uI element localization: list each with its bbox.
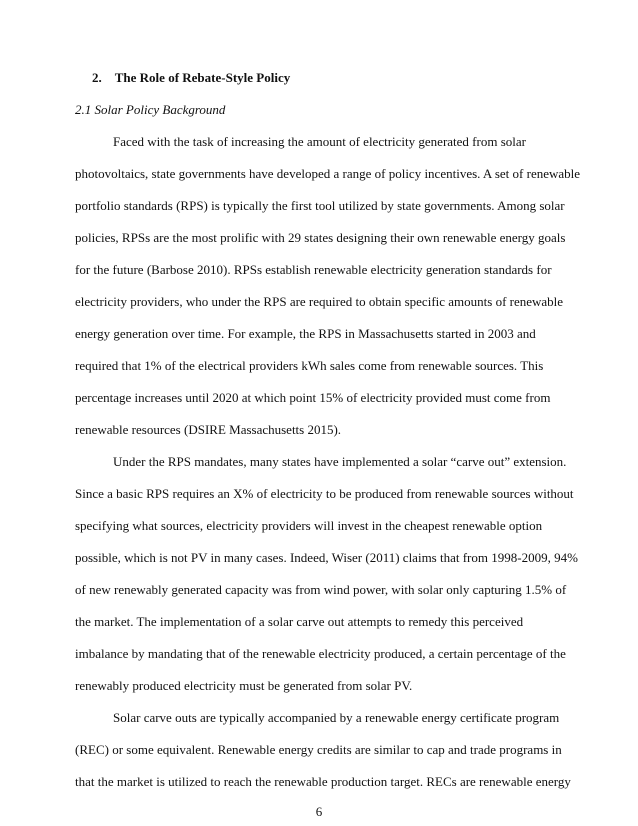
paragraph-2-line-4: possible, which is not PV in many cases. Indeed, Wiser (2011) claims that from 1998-2009, 94% [75,550,578,565]
paragraph-3-line-1: Solar carve outs are typically accompanied by a renewable energy certificate program [113,710,560,725]
paragraph-2-line-7: imbalance by mandating that of the renewable electricity produced, a certain percentage of the [75,646,566,661]
paragraph-1-line-3: portfolio standards (RPS) is typically the first tool utilized by state governments. Among solar [75,198,565,213]
paragraph-3-line-3: that the market is utilized to reach the renewable production target. RECs are renewable energy [75,774,571,789]
paragraph-2-line-3: specifying what sources, electricity providers will invest in the cheapest renewable option [75,518,543,533]
paragraph-1-line-2: photovoltaics, state governments have developed a range of policy incentives. A set of renewable [75,166,581,181]
paragraph-2-line-5: of new renewably generated capacity was from wind power, with solar only capturing 1.5% of [75,582,567,597]
paragraph-2-line-6: the market. The implementation of a solar carve out attempts to remedy this perceived [75,614,524,629]
paragraph-2-line-1: Under the RPS mandates, many states have implemented a solar “carve out” extension. [113,454,567,469]
paragraph-1-line-7: energy generation over time. For example, the RPS in Massachusetts started in 2003 and [75,326,536,341]
paragraph-1-line-8: required that 1% of the electrical providers kWh sales come from renewable sources. This [75,358,544,373]
paragraph-1-line-10: renewable resources (DSIRE Massachusetts 2015). [75,422,342,437]
paragraph-1-line-5: for the future (Barbose 2010). RPSs establish renewable electricity generation standards for [75,262,552,277]
paragraph-1-line-4: policies, RPSs are the most prolific with 29 states designing their own renewable energy goals [75,230,566,245]
page-number: 6 [315,804,323,819]
paragraph-1-line-9: percentage increases until 2020 at which point 15% of electricity provided must come from [75,390,551,405]
paragraph-1-line-6: electricity providers, who under the RPS are required to obtain specific amounts of renewable [75,294,564,309]
paragraph-2-line-8: renewably produced electricity must be generated from solar PV. [75,678,413,693]
paragraph-2-line-2: Since a basic RPS requires an X% of electricity to be produced from renewable sources without [75,486,574,501]
subsection-heading: 2.1 Solar Policy Background [75,102,226,117]
paragraph-1-line-1: Faced with the task of increasing the amount of electricity generated from solar [113,134,526,149]
paragraph-3-line-2: (REC) or some equivalent. Renewable energy credits are similar to cap and trade programs in [75,742,562,757]
section-heading: 2. The Role of Rebate-Style Policy [92,70,291,85]
